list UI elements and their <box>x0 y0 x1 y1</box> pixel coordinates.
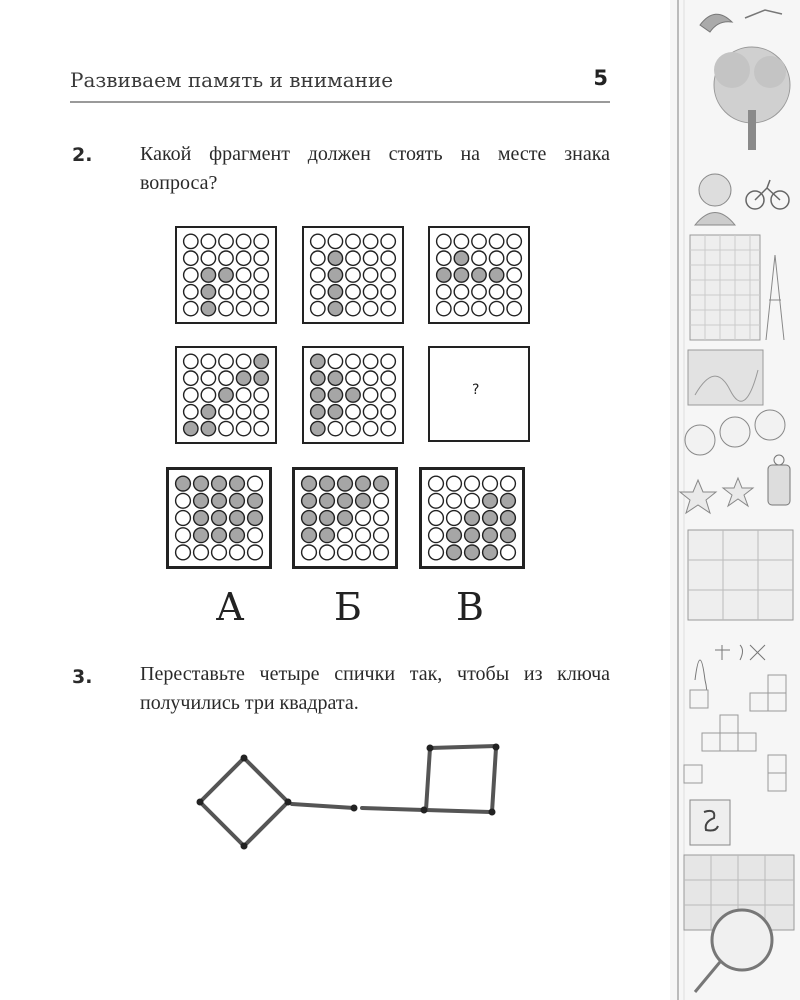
grid-cell-empty <box>363 251 377 265</box>
grid-cell-empty <box>363 285 377 299</box>
grid-cell-filled <box>483 545 498 560</box>
grid-cell-empty <box>219 234 233 248</box>
grid-cell-filled <box>454 251 468 265</box>
grid-cell-filled <box>501 493 516 508</box>
grid-cell-filled <box>501 511 516 526</box>
match-stick <box>426 748 430 810</box>
grid-cell-filled <box>328 301 342 315</box>
grid-cell-empty <box>311 285 325 299</box>
grid-cell-filled <box>447 528 462 543</box>
grid-cell-empty <box>254 405 268 419</box>
grid-cell-empty <box>465 493 480 508</box>
match-stick <box>426 810 490 812</box>
grid-cell-filled <box>248 511 263 526</box>
grid-cell-empty <box>363 301 377 315</box>
grid-cell-empty <box>338 545 353 560</box>
task-2-text: Какой фрагмент должен стоять на месте знака вопроса? <box>140 143 610 194</box>
grid-cell-filled <box>212 476 227 491</box>
match-head <box>421 807 428 814</box>
grid-cell-filled <box>311 421 325 435</box>
grid-cell-empty <box>176 528 191 543</box>
grid-cell-empty <box>374 545 389 560</box>
grid-cell-empty <box>254 421 268 435</box>
option-c-grid-circles <box>427 475 517 561</box>
grid-cell-empty <box>176 493 191 508</box>
grid-cell-filled <box>176 476 191 491</box>
grid-cell-empty <box>363 354 377 368</box>
grid-cell-empty <box>201 371 215 385</box>
grid-cell-empty <box>254 268 268 282</box>
grid-cell-filled <box>302 493 317 508</box>
grid-cell-empty <box>236 285 250 299</box>
grid-cell-empty <box>328 234 342 248</box>
grid-cell-empty <box>363 371 377 385</box>
grid-cell-empty <box>254 285 268 299</box>
grid-cell-empty <box>346 354 360 368</box>
grid-cell-empty <box>184 405 198 419</box>
grid-cell-empty <box>194 545 209 560</box>
grid-cell-empty <box>374 493 389 508</box>
grid-cell-filled <box>483 528 498 543</box>
grid-cell-empty <box>374 511 389 526</box>
grid-cell-empty <box>507 301 521 315</box>
grid-cell-filled <box>356 493 371 508</box>
grid-cell-filled <box>230 511 245 526</box>
match-stick <box>244 802 288 846</box>
grid-cell-filled <box>311 371 325 385</box>
grid-cell-empty <box>489 301 503 315</box>
grid-cell-filled <box>489 268 503 282</box>
grid-cell-empty <box>346 285 360 299</box>
grid-cell-empty <box>381 405 395 419</box>
grid-cell-filled <box>501 528 516 543</box>
grid-cell-filled <box>437 268 451 282</box>
grid-cell-filled <box>219 268 233 282</box>
decorative-side-strip <box>670 0 800 1000</box>
grid-cell-empty <box>429 493 444 508</box>
grid-cell-empty <box>356 545 371 560</box>
grid-cell-filled <box>201 421 215 435</box>
grid-cell-empty <box>328 354 342 368</box>
grid-cell-empty <box>184 251 198 265</box>
grid-cell-filled <box>328 268 342 282</box>
grid-cell-empty <box>363 268 377 282</box>
grid-cell-filled <box>302 511 317 526</box>
grid-cell-empty <box>346 251 360 265</box>
grid-cell-filled <box>248 493 263 508</box>
grid-cell-empty <box>437 234 451 248</box>
match-stick <box>200 802 244 846</box>
chemical-element-icon <box>690 800 730 845</box>
grid-row1-col3-circles <box>435 233 523 317</box>
grid-cell-empty <box>447 511 462 526</box>
grid-cell-empty <box>356 511 371 526</box>
grid-cell-empty <box>236 268 250 282</box>
grid-cell-filled <box>236 371 250 385</box>
grid-cell-empty <box>320 545 335 560</box>
grid-cell-empty <box>454 285 468 299</box>
grid-cell-empty <box>184 388 198 402</box>
grid-cell-empty <box>212 545 227 560</box>
grid-cell-empty <box>311 251 325 265</box>
option-b-grid-circles <box>300 475 390 561</box>
grid-cell-empty <box>356 528 371 543</box>
grid-cell-filled <box>201 405 215 419</box>
grid-cell-empty <box>176 545 191 560</box>
grid-cell-empty <box>219 421 233 435</box>
grid-cell-filled <box>194 511 209 526</box>
grid-cell-empty <box>489 285 503 299</box>
match-head <box>241 843 248 850</box>
grid-cell-filled <box>338 511 353 526</box>
grid-cell-empty <box>346 405 360 419</box>
grid-cell-empty <box>201 388 215 402</box>
grid-cell-empty <box>248 545 263 560</box>
match-stick <box>244 758 288 802</box>
grid-cell-empty <box>236 388 250 402</box>
grid-cell-empty <box>254 251 268 265</box>
grid-cell-empty <box>311 301 325 315</box>
match-head <box>197 799 204 806</box>
grid-cell-empty <box>236 421 250 435</box>
grid-cell-filled <box>472 268 486 282</box>
grid-cell-filled <box>302 476 317 491</box>
grid-cell-empty <box>472 251 486 265</box>
option-label-b: Б <box>334 585 362 629</box>
grid-cell-filled <box>483 511 498 526</box>
grid-cell-empty <box>437 251 451 265</box>
grid-cell-empty <box>219 251 233 265</box>
match-stick <box>362 808 424 810</box>
match-head <box>351 805 358 812</box>
grid-cell-empty <box>346 268 360 282</box>
grid-cell-empty <box>184 234 198 248</box>
grid-cell-filled <box>194 493 209 508</box>
grid-cell-empty <box>381 234 395 248</box>
option-label-c: В <box>456 585 484 629</box>
grid-cell-empty <box>363 388 377 402</box>
grid-cell-empty <box>236 354 250 368</box>
grid-cell-filled <box>483 493 498 508</box>
grid-cell-empty <box>219 405 233 419</box>
grid-cell-filled <box>311 388 325 402</box>
grid-cell-empty <box>429 476 444 491</box>
grid-cell-empty <box>472 301 486 315</box>
grid-cell-filled <box>338 476 353 491</box>
grid-cell-filled <box>201 285 215 299</box>
grid-row1-col1-circles <box>182 233 270 317</box>
grid-cell-filled <box>465 528 480 543</box>
grid-cell-empty <box>429 545 444 560</box>
grid-cell-empty <box>489 251 503 265</box>
grid-cell-empty <box>201 251 215 265</box>
grid-cell-empty <box>184 285 198 299</box>
grid-cell-filled <box>447 545 462 560</box>
grid-cell-filled <box>374 476 389 491</box>
grid-cell-empty <box>184 371 198 385</box>
grid-cell-empty <box>447 493 462 508</box>
grid-cell-empty <box>437 285 451 299</box>
grid-cell-empty <box>507 285 521 299</box>
grid-cell-empty <box>248 528 263 543</box>
grid-cell-filled <box>254 371 268 385</box>
grid-cell-filled <box>465 545 480 560</box>
grid-cell-empty <box>472 234 486 248</box>
grid-row2-col1-circles <box>182 353 270 437</box>
grid-cell-empty <box>489 234 503 248</box>
grid-cell-filled <box>320 511 335 526</box>
grid-cell-empty <box>381 371 395 385</box>
grid-cell-filled <box>194 476 209 491</box>
grid-cell-empty <box>302 545 317 560</box>
grid-cell-empty <box>363 405 377 419</box>
grid-cell-empty <box>501 545 516 560</box>
grid-cell-empty <box>254 234 268 248</box>
grid-cell-empty <box>454 234 468 248</box>
match-head <box>427 745 434 752</box>
grid-cell-empty <box>447 476 462 491</box>
match-head <box>489 809 496 816</box>
task-2-number: 2. <box>72 144 93 166</box>
grid-cell-filled <box>230 493 245 508</box>
grid-cell-empty <box>254 301 268 315</box>
match-stick <box>200 758 244 802</box>
grid-cell-empty <box>236 251 250 265</box>
grid-cell-empty <box>346 421 360 435</box>
grid-cell-empty <box>507 268 521 282</box>
grid-cell-filled <box>302 528 317 543</box>
question-mark: ? <box>472 382 480 398</box>
grid-cell-filled <box>230 476 245 491</box>
grid-cell-empty <box>219 285 233 299</box>
grid-cell-empty <box>363 421 377 435</box>
grid-cell-filled <box>219 388 233 402</box>
grid-cell-filled <box>465 511 480 526</box>
grid-cell-filled <box>201 268 215 282</box>
grid-cell-empty <box>429 511 444 526</box>
grid-cell-empty <box>437 301 451 315</box>
grid-cell-filled <box>346 388 360 402</box>
grid-cell-empty <box>311 234 325 248</box>
grid-cell-filled <box>338 493 353 508</box>
option-a-grid-circles <box>174 475 264 561</box>
grid-cell-filled <box>254 354 268 368</box>
grid-cell-empty <box>346 234 360 248</box>
grid-cell-empty <box>381 268 395 282</box>
grid-cell-empty <box>184 354 198 368</box>
grid-cell-filled <box>311 405 325 419</box>
grid-cell-filled <box>356 476 371 491</box>
grid-cell-empty <box>483 476 498 491</box>
grid-cell-empty <box>201 234 215 248</box>
match-stick <box>430 746 496 748</box>
grid-cell-empty <box>248 476 263 491</box>
grid-cell-filled <box>328 388 342 402</box>
grid-cell-filled <box>328 285 342 299</box>
grid-cell-filled <box>328 371 342 385</box>
grid-cell-filled <box>212 511 227 526</box>
grid-cell-empty <box>501 476 516 491</box>
grid-cell-empty <box>236 405 250 419</box>
grid-cell-empty <box>254 388 268 402</box>
page-header-title: Развиваем память и внимание <box>70 68 394 92</box>
matchstick-key-figure <box>180 730 520 860</box>
grid-cell-empty <box>381 301 395 315</box>
grid-cell-empty <box>374 528 389 543</box>
grid-cell-empty <box>184 301 198 315</box>
option-label-a: А <box>215 585 245 629</box>
grid-cell-empty <box>236 234 250 248</box>
grid-cell-filled <box>311 354 325 368</box>
picture-grid-icon <box>688 530 793 620</box>
match-stick <box>292 804 354 808</box>
grid-cell-filled <box>212 528 227 543</box>
grid-cell-filled <box>320 476 335 491</box>
grid-cell-empty <box>184 268 198 282</box>
grid-cell-empty <box>381 285 395 299</box>
grid-cell-filled <box>454 268 468 282</box>
match-head <box>493 744 500 751</box>
task-3-number: 3. <box>72 666 93 688</box>
grid-cell-empty <box>346 301 360 315</box>
puzzle-picture-icon <box>688 350 763 405</box>
grid-cell-empty <box>176 511 191 526</box>
grid-cell-filled <box>194 528 209 543</box>
grid-cell-empty <box>454 301 468 315</box>
grid-row2-col2-circles <box>309 353 397 437</box>
grid-cell-empty <box>381 354 395 368</box>
grid-cell-empty <box>363 234 377 248</box>
grid-cell-empty <box>381 421 395 435</box>
grid-cell-empty <box>311 268 325 282</box>
grid-cell-filled <box>320 528 335 543</box>
match-head <box>241 755 248 762</box>
grid-row1-col2-circles <box>309 233 397 317</box>
grid-cell-filled <box>184 421 198 435</box>
grid-cell-empty <box>346 371 360 385</box>
match-head <box>285 799 292 806</box>
grid-cell-empty <box>381 388 395 402</box>
grid-cell-empty <box>338 528 353 543</box>
match-stick <box>492 748 496 812</box>
grid-cell-empty <box>381 251 395 265</box>
page-number: 5 <box>593 66 608 90</box>
grid-cell-empty <box>201 354 215 368</box>
grid-cell-filled <box>320 493 335 508</box>
grid-cell-empty <box>219 301 233 315</box>
grid-cell-empty <box>465 476 480 491</box>
grid-cell-empty <box>472 285 486 299</box>
grid-cell-filled <box>328 251 342 265</box>
grid-cell-empty <box>219 371 233 385</box>
grid-cell-empty <box>219 354 233 368</box>
grid-cell-empty <box>507 234 521 248</box>
grid-cell-filled <box>230 528 245 543</box>
grid-cell-empty <box>507 251 521 265</box>
grid-cell-empty <box>230 545 245 560</box>
word-search-grid-icon <box>690 235 760 340</box>
grid-cell-empty <box>328 421 342 435</box>
grid-cell-filled <box>328 405 342 419</box>
task-3-text: Переставьте четыре спички так, чтобы из ключа получились три квадрата. <box>140 663 610 714</box>
grid-cell-empty <box>429 528 444 543</box>
grid-cell-empty <box>236 301 250 315</box>
header-divider <box>70 101 610 103</box>
grid-cell-filled <box>201 301 215 315</box>
grid-cell-filled <box>212 493 227 508</box>
